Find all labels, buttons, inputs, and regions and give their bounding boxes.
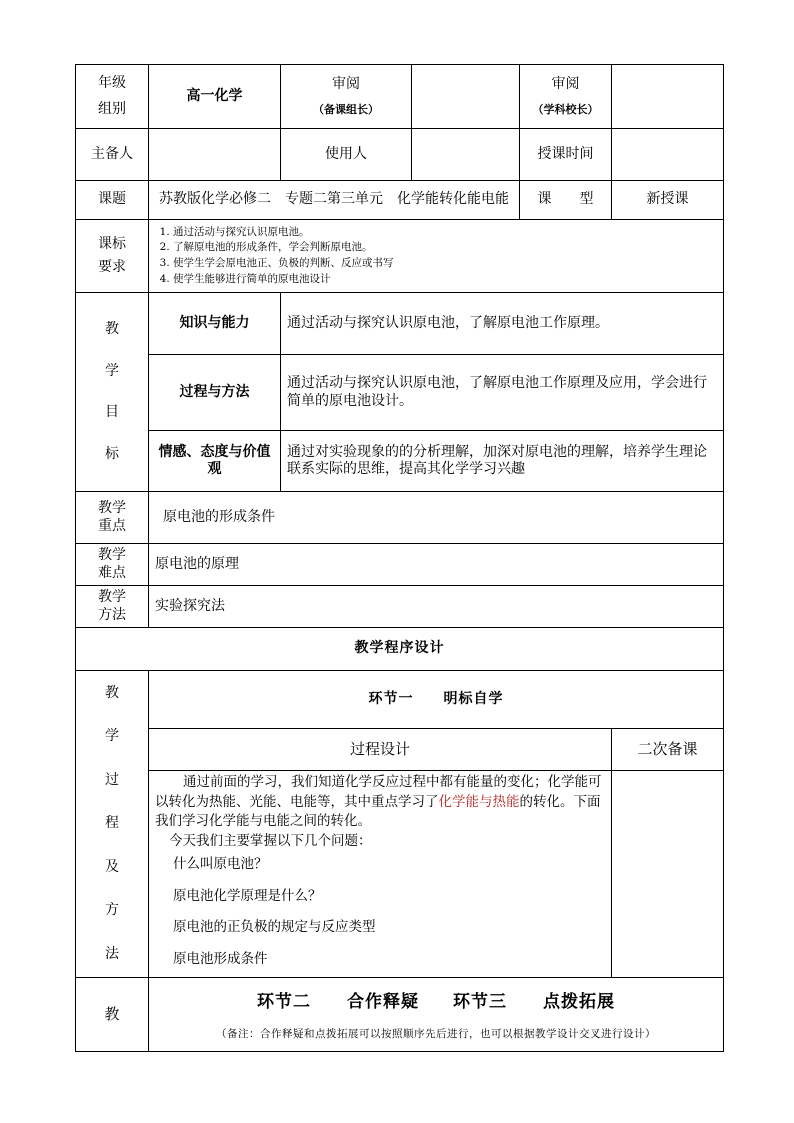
review-lesson-group-label: 审阅 （备课组长）: [281, 65, 412, 129]
standard-item: 2. 了解原电池的形成条件，学会判断原电池。: [173, 240, 717, 256]
secondary-prep-content: [612, 771, 724, 978]
secondary-prep-header: 二次备课: [612, 729, 724, 771]
process-design-content: [149, 771, 612, 978]
lesson-plan-table: [75, 64, 724, 1052]
grade-group-value: 高一化学: [149, 65, 281, 129]
user-label: 使用人: [281, 129, 412, 181]
highlight-text: 化学能与热能: [438, 793, 520, 810]
key-point-label: 教学 重点: [76, 492, 149, 544]
process-design-header: 过程设计: [149, 729, 612, 771]
standards-label: 课标 要求: [76, 220, 149, 293]
question-item: 原电池形成条件: [173, 950, 268, 967]
question-item: 什么叫原电池？: [173, 856, 268, 873]
class-time-label: 授课时间: [520, 129, 612, 181]
intro-paragraph: 通过前面的学习，我们知道化学反应过程中都有能量的变化；化学能可以转化为热能、光能、电能等，其中重点学习了化学能与热能的转化。下面我们学习化学能与电能之间的转化。: [155, 774, 602, 830]
process-label: 教 学 过 程 及 方 法: [76, 671, 149, 978]
goal-name-process: 过程与方法: [149, 355, 281, 431]
section3-title: 环节三 点拨拓展: [453, 992, 615, 1013]
section2-content: [149, 978, 724, 1052]
goal-name-attitude: 情感、态度与价值观: [149, 431, 281, 492]
user-value: [412, 129, 520, 181]
section1-title: 环节一 明标自学: [149, 671, 724, 729]
section2-label: 教: [76, 978, 149, 1052]
question-item: 原电池化学原理是什么？: [173, 887, 322, 904]
lesson-type-label: 课 型: [520, 181, 612, 220]
topic-value: 苏教版化学必修二 专题二第三单元 化学能转化能电能: [149, 181, 520, 220]
standard-item: 1. 通过活动与探究认识原电池。: [173, 225, 717, 241]
review-principal-label: 审阅 （学科校长）: [520, 65, 612, 129]
teaching-goals-label: 教 学 目 标: [76, 293, 149, 492]
method-label: 教学 方法: [76, 586, 149, 628]
preparer-label: 主备人: [76, 129, 149, 181]
goal-text-knowledge: 通过活动与探究认识原电池，了解原电池工作原理。: [281, 293, 724, 355]
difficulty-value: 原电池的原理: [149, 544, 724, 586]
today-text: 今天我们主要掌握以下几个问题：: [169, 832, 372, 849]
class-time-value: [612, 129, 724, 181]
section-note: （备注：合作释疑和点拨拓展可以按照顺序先后进行，也可以根据教学设计交叉进行设计）: [216, 1027, 656, 1040]
review-principal-value: [612, 65, 724, 129]
review-lesson-group-value: [412, 65, 520, 129]
lesson-type-value: 新授课: [612, 181, 724, 220]
standard-item: 3. 使学生学会原电池正、负极的判断、反应或书写: [173, 256, 717, 272]
preparer-value: [149, 129, 281, 181]
section2-titles: [149, 992, 723, 1013]
goal-name-knowledge: 知识与能力: [149, 293, 281, 355]
goal-text-attitude: 通过对实验现象的的分析理解，加深对原电池的理解，培养学生理论联系实际的思维，提高其化学学习兴趣: [281, 431, 724, 492]
topic-label: 课题: [76, 181, 149, 220]
goal-text-process: 通过活动与探究认识原电池，了解原电池工作原理及应用，学会进行简单的原电池设计。: [281, 355, 724, 431]
grade-group-label: 年级 组别: [76, 65, 149, 129]
program-design-title: 教学程序设计: [76, 628, 724, 671]
standards-list: [149, 220, 724, 293]
standard-item: 4. 使学生能够进行简单的原电池设计: [173, 272, 717, 288]
key-point-value: 原电池的形成条件: [149, 492, 724, 544]
difficulty-label: 教学 难点: [76, 544, 149, 586]
question-item: 原电池的正负极的规定与反应类型: [173, 919, 376, 936]
section2-title: 环节二 合作释疑: [257, 992, 419, 1013]
method-value: 实验探究法: [149, 586, 724, 628]
